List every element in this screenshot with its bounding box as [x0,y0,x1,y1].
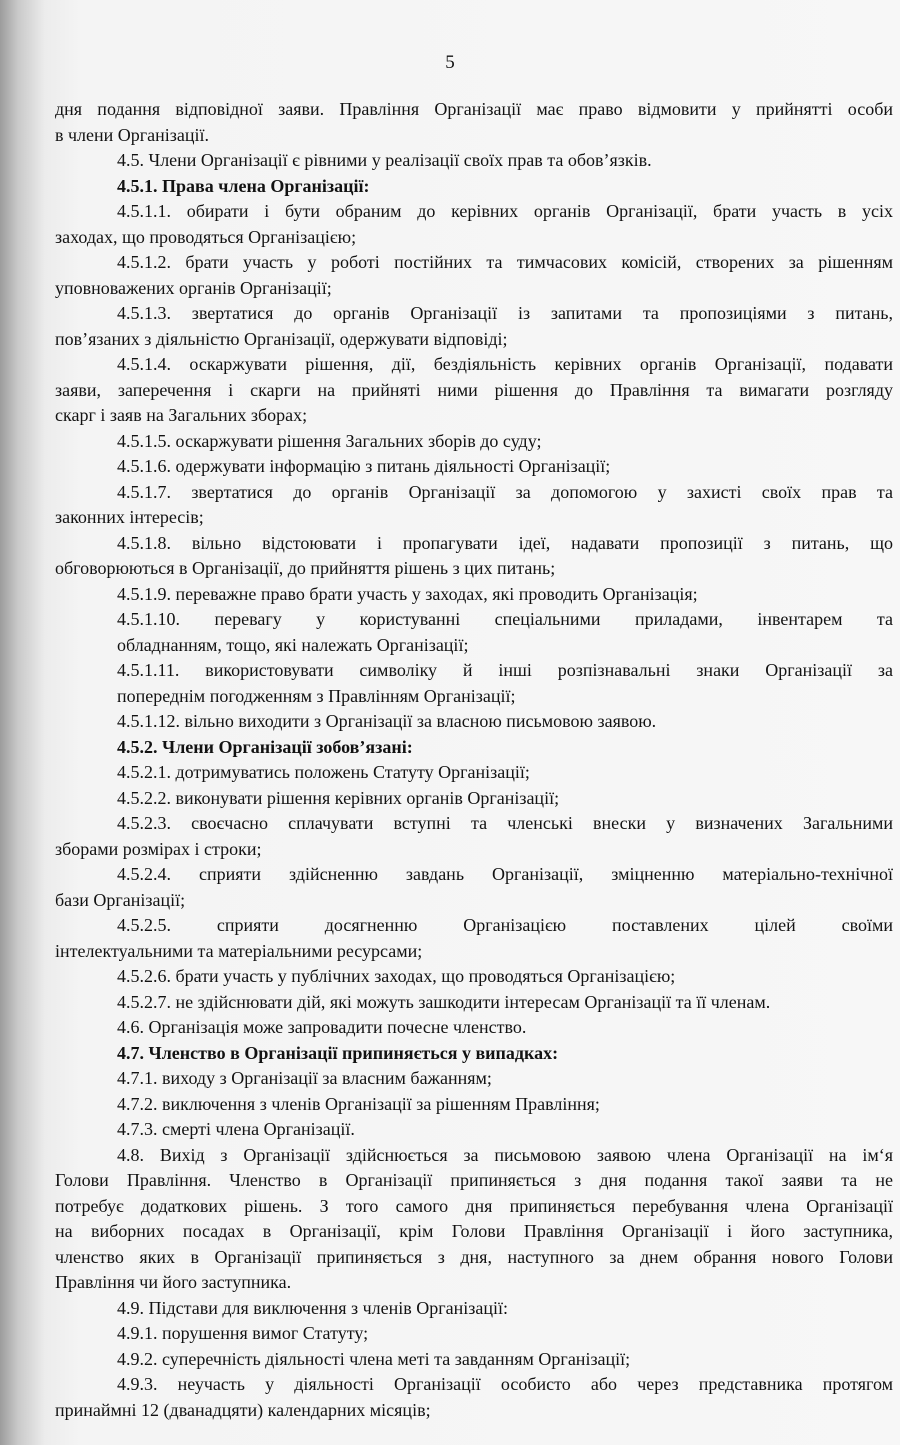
paragraph-line: зборами розмірах і строки; [55,838,262,859]
paragraph-line: 4.5.1.11. використовувати символіку й інші розпізнавальні знаки Організації за [117,660,893,680]
paragraph-line: 4.5.1. Права члена Організації: [117,175,370,196]
paragraph-line: 4.5.1.9. переважне право брати участь у заходах, які проводить Організація; [117,583,698,604]
paragraph-line: дня подання відповідної заяви. Правління Організації має право відмовити у прийнятті особи [55,99,893,119]
paragraph-line: Голови Правління. Членство в Організації припиняється з дня подання такої заяви та не [55,1170,893,1190]
paragraph-line: 4.5.2.2. виконувати рішення керівних органів Організації; [117,787,560,808]
paragraph-line: 4.5.1.7. звертатися до органів Організації за допомогою у захисті своїх прав та [117,481,893,502]
paragraph-line: уповноважених органів Організації; [55,277,332,298]
paragraph-line: заходах, що проводяться Організацією; [55,226,357,247]
paragraph-line: 4.5.1.6. одержувати інформацію з питань діяльності Організації; [117,456,611,476]
paragraph-line: 4.5.1.2. брати участь у роботі постійних та тимчасових комісій, створених за рішенням [117,252,893,272]
paragraph-line: 4.9.2. суперечність діяльності члена меті та завданням Організації; [117,1348,631,1369]
paragraph-line: 4.5.1.3. звертатися до органів Організації із запитами та пропозиціями з питань, [117,303,893,323]
paragraph-line: заяви, заперечення і скарги на прийняті ними рішення до Правління та вимагати розгляду [55,379,893,400]
page-number: 5 [445,52,455,73]
paragraph-line: 4.7.2. виключення з членів Організації за рішенням Правління; [117,1093,600,1114]
paragraph-line: потребує додаткових рішень. З того самого дня припиняється перебування члена Організації [55,1195,893,1216]
paragraph-line: обговорюються в Організації, до прийняття рішень з цих питань; [55,558,556,578]
paragraph-line: 4.5.1.1. обирати і бути обраним до керівних органів Організації, брати участь в усіх [117,201,893,221]
paragraph-line: на виборних посадах в Організації, крім Голови Правління Організації і його заступника, [55,1221,893,1241]
paragraph-line: принаймні 12 (дванадцяти) календарних місяців; [55,1399,431,1420]
paragraph-line: Правління чи його заступника. [55,1272,292,1292]
paragraph-line: 4.7. Членство в Організації припиняється у випадках: [117,1042,559,1063]
document-body [55,97,893,1423]
paragraph-line: обладнанням, тощо, які належать Організації; [117,634,469,655]
paragraph-line: законних інтересів; [55,507,204,527]
paragraph-line: 4.9.1. порушення вимог Статуту; [117,1323,369,1343]
paragraph-line: 4.8. Вихід з Організації здійснюється за письмовою заявою члена Організації на ім‘я [117,1144,893,1165]
paragraph-line: 4.5.2.3. своєчасно сплачувати вступні та членські внески у визначених Загальними [117,813,893,833]
paragraph-line: 4.5.1.5. оскаржувати рішення Загальних зборів до суду; [117,430,542,451]
paragraph-line: 4.7.1. виходу з Організації за власним бажанням; [117,1068,492,1088]
paragraph-line: попереднім погодженням з Правлінням Організації; [117,685,516,706]
paragraph-line: 4.5.1.10. перевагу у користуванні спеціальними приладами, інвентарем та [117,609,893,629]
paragraph-line: 4.5. Члени Організації є рівними у реалізації своїх прав та обов’язків. [117,150,652,170]
paragraph-line: 4.7.3. смерті члена Організації. [117,1119,355,1139]
paragraph-line: 4.6. Організація може запровадити почесне членство. [117,1017,527,1037]
paragraph-line: інтелектуальними та матеріальними ресурсами; [55,940,423,961]
paragraph-line: 4.9. Підстави для виключення з членів Організації: [117,1297,508,1318]
paragraph-line: бази Організації; [55,889,186,910]
paragraph-line: 4.5.2.6. брати участь у публічних заходах, що проводяться Організацією; [117,966,676,986]
paragraph-line: 4.5.2.4. сприяти здійсненню завдань Організації, зміцненню матеріально-технічної [117,864,893,884]
paragraph-line: 4.5.1.4. оскаржувати рішення, дії, бездіяльність керівних органів Організації, подавати [117,354,893,374]
paragraph-line: скарг і заяв на Загальних зборах; [55,405,308,425]
paragraph-line: в члени Організації. [55,124,210,145]
paragraph-line: 4.5.1.12. вільно виходити з Організації за власною письмовою заявою. [117,711,657,731]
paragraph-line: 4.5.2.1. дотримуватись положень Статуту Організації; [117,762,530,782]
paragraph-line: пов’язаних з діяльністю Організації, одержувати відповіді; [55,328,508,349]
paragraph-line: 4.9.3. неучасть у діяльності Організації особисто або через представника протягом [117,1374,893,1394]
paragraph-line: членство яких в Організації припиняється з дня, наступного за днем обрання нового Голови [55,1246,893,1267]
paragraph-line: 4.5.2. Члени Організації зобов’язані: [117,736,413,757]
paragraph-line: 4.5.2.5. сприяти досягненню Організацією поставлених цілей своїми [117,915,893,935]
paragraph-line: 4.5.1.8. вільно відстоювати і пропагувати ідеї, надавати пропозиції з питань, що [117,532,893,553]
paragraph-line: 4.5.2.7. не здійснювати дій, які можуть зашкодити інтересам Організації та її членам. [117,991,771,1012]
